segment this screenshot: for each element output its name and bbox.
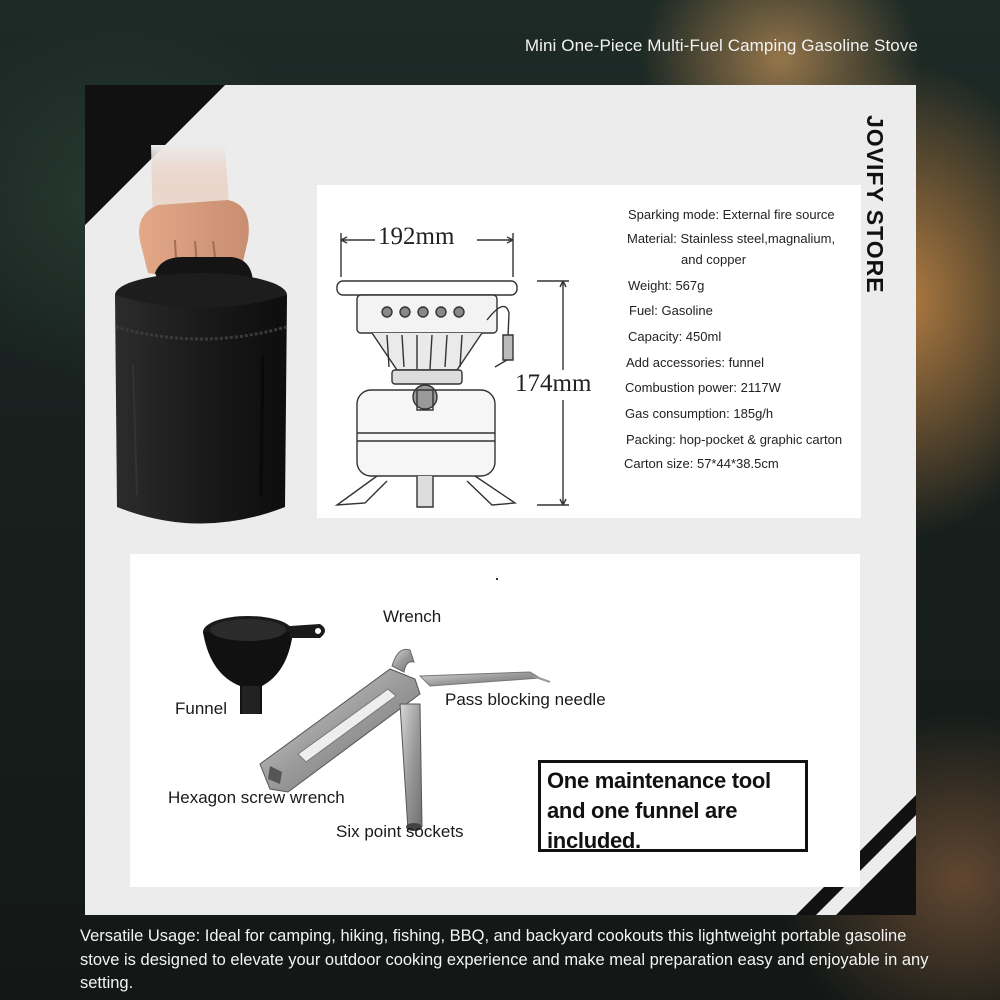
product-panel (85, 85, 916, 915)
spec-item: Weight: 567g (628, 278, 705, 293)
width-dimension: 192mm (375, 223, 457, 251)
spec-item: Packing: hop-pocket & graphic carton (626, 432, 843, 447)
spec-item: Capacity: 450ml (628, 329, 722, 344)
spec-item: Combustion power: 2117W (625, 380, 781, 395)
carry-bag-image (113, 145, 293, 535)
spec-item: Gas consumption: 185g/h (625, 406, 774, 421)
spec-item: and copper (681, 252, 747, 267)
funnel-label: Funnel (175, 699, 227, 718)
stove-diagram (317, 185, 617, 518)
height-dimension: 174mm (515, 370, 592, 397)
spec-item: Material: Stainless steel,magnalium, (627, 231, 836, 246)
spec-item: Fuel: Gasoline (629, 303, 713, 318)
included-note: One maintenance tool and one funnel are included. (538, 760, 808, 852)
accessories-card (130, 554, 860, 887)
wrench-label: Wrench (383, 607, 442, 626)
spec-item: Carton size: 57*44*38.5cm (624, 456, 779, 471)
footer-description: Versatile Usage: Ideal for camping, hiking, fishing, BBQ, and backyard cookouts this lightweight portable gasoline stove is designed to elevate your outdoor cooking experience and make meal preparation easy and enjoyable in any setting. (80, 927, 929, 992)
sockets-label: Six point sockets (336, 822, 464, 841)
spec-card (317, 185, 861, 518)
store-name: JOVIFY STORE (862, 115, 888, 294)
spec-item: Sparking mode: External fire source (628, 207, 835, 222)
hex-wrench-label: Hexagon screw wrench (168, 788, 345, 807)
page-title: Mini One-Piece Multi-Fuel Camping Gasoline Stove (524, 36, 918, 55)
needle-label: Pass blocking needle (445, 690, 606, 709)
spec-item: Add accessories: funnel (626, 355, 765, 370)
